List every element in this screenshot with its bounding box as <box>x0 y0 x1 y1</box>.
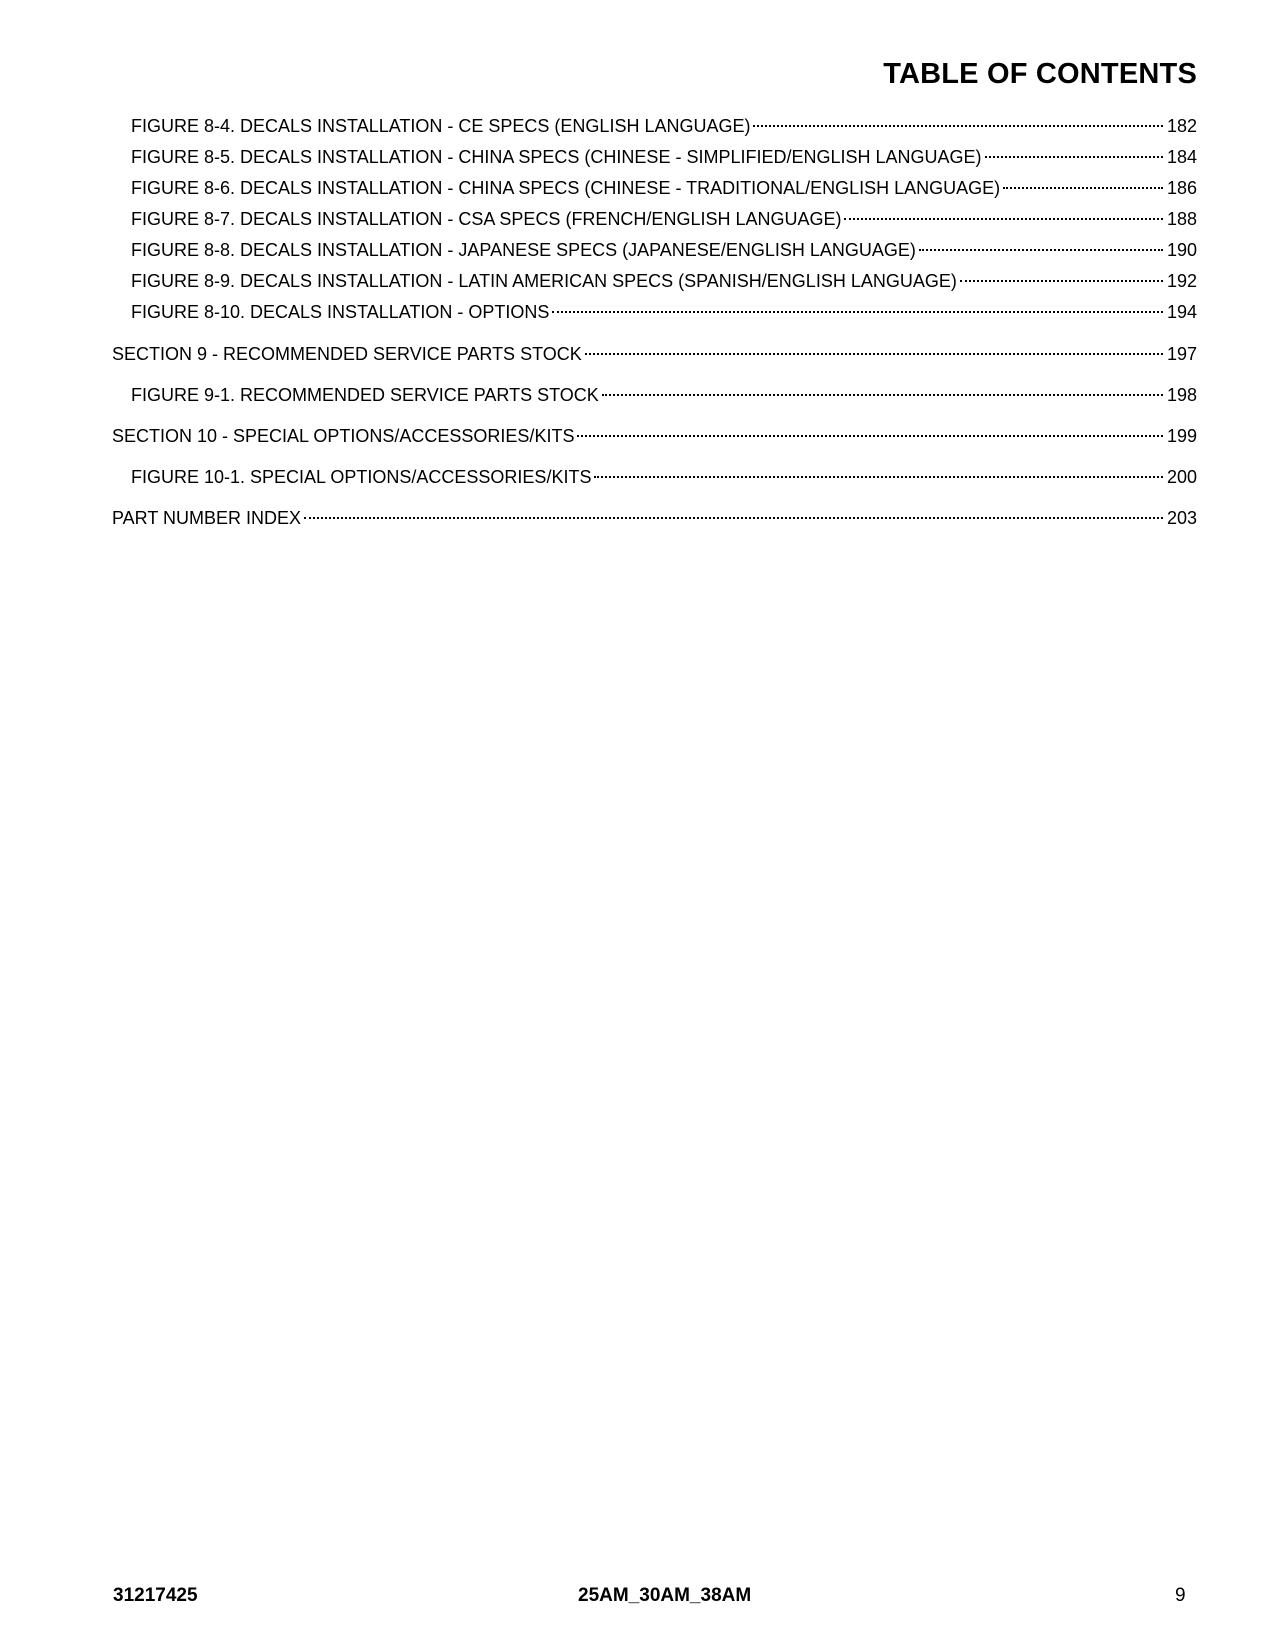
toc-entry-figure-9-1[interactable] <box>131 379 1197 406</box>
page-title: TABLE OF CONTENTS <box>883 58 1197 90</box>
dot-leader <box>552 296 1163 318</box>
toc-entry-page: 197 <box>1166 344 1197 364</box>
toc-entry-label: FIGURE 10-1. SPECIAL OPTIONS/ACCESSORIES/KITS <box>131 467 592 487</box>
toc-entry-part-number-index[interactable] <box>112 502 1197 529</box>
toc-entry-label: FIGURE 8-4. DECALS INSTALLATION - CE SPECS (ENGLISH LANGUAGE) <box>131 116 751 136</box>
toc-entry-page: 186 <box>1166 178 1197 198</box>
toc-entry-figure-8-10[interactable] <box>131 296 1197 323</box>
toc-entry-page: 198 <box>1166 385 1197 405</box>
toc-entry-label: FIGURE 8-7. DECALS INSTALLATION - CSA SPECS (FRENCH/ENGLISH LANGUAGE) <box>131 209 842 229</box>
toc-entry-figure-8-4[interactable] <box>131 110 1197 137</box>
toc-entry-figure-8-5[interactable] <box>131 141 1197 168</box>
toc-entry-figure-10-1[interactable] <box>131 461 1197 488</box>
toc-entry-figure-8-8[interactable] <box>131 234 1197 261</box>
dot-leader <box>985 141 1163 163</box>
dot-leader <box>304 502 1163 524</box>
toc-entry-label: FIGURE 8-5. DECALS INSTALLATION - CHINA SPECS (CHINESE - SIMPLIFIED/ENGLISH LANGUAGE) <box>131 147 982 167</box>
toc-entry-page: 199 <box>1166 426 1197 446</box>
toc-entry-label: FIGURE 8-8. DECALS INSTALLATION - JAPANESE SPECS (JAPANESE/ENGLISH LANGUAGE) <box>131 240 916 260</box>
toc-entry-page: 190 <box>1166 240 1197 260</box>
toc-entry-section-10[interactable] <box>112 420 1197 447</box>
dot-leader <box>919 234 1163 256</box>
footer-page-number: 9 <box>1175 1585 1186 1606</box>
footer-model: 25AM_30AM_38AM <box>578 1585 752 1606</box>
toc-entry-figure-8-6[interactable] <box>131 172 1197 199</box>
dot-leader <box>594 461 1163 483</box>
footer-document-number: 31217425 <box>113 1585 198 1606</box>
dot-leader <box>1003 172 1163 194</box>
toc-entry-page: 184 <box>1166 147 1197 167</box>
dot-leader <box>960 265 1163 287</box>
toc-entry-page: 182 <box>1166 116 1197 136</box>
toc-entry-label: PART NUMBER INDEX <box>112 508 302 528</box>
dot-leader <box>753 110 1162 132</box>
toc-entry-figure-8-9[interactable] <box>131 265 1197 292</box>
dot-leader <box>602 379 1163 401</box>
toc-entry-label: SECTION 10 - SPECIAL OPTIONS/ACCESSORIES/KITS <box>112 426 575 446</box>
dot-leader <box>577 420 1163 442</box>
toc-entry-label: SECTION 9 - RECOMMENDED SERVICE PARTS STOCK <box>112 344 582 364</box>
toc-entry-page: 188 <box>1166 209 1197 229</box>
toc-entry-label: FIGURE 8-10. DECALS INSTALLATION - OPTIONS <box>131 302 550 322</box>
toc-entry-label: FIGURE 8-6. DECALS INSTALLATION - CHINA SPECS (CHINESE - TRADITIONAL/ENGLISH LANGUAGE) <box>131 178 1001 198</box>
dot-leader <box>585 338 1163 360</box>
toc-entry-page: 200 <box>1166 467 1197 487</box>
toc-entry-section-9[interactable] <box>112 338 1197 365</box>
toc-entry-label: FIGURE 8-9. DECALS INSTALLATION - LATIN AMERICAN SPECS (SPANISH/ENGLISH LANGUAGE) <box>131 271 957 291</box>
toc-entry-page: 194 <box>1166 302 1197 322</box>
toc-entry-page: 192 <box>1166 271 1197 291</box>
dot-leader <box>844 203 1162 225</box>
toc-entry-label: FIGURE 9-1. RECOMMENDED SERVICE PARTS STOCK <box>131 385 599 405</box>
toc-entry-figure-8-7[interactable] <box>131 203 1197 230</box>
toc-entry-page: 203 <box>1166 508 1197 528</box>
